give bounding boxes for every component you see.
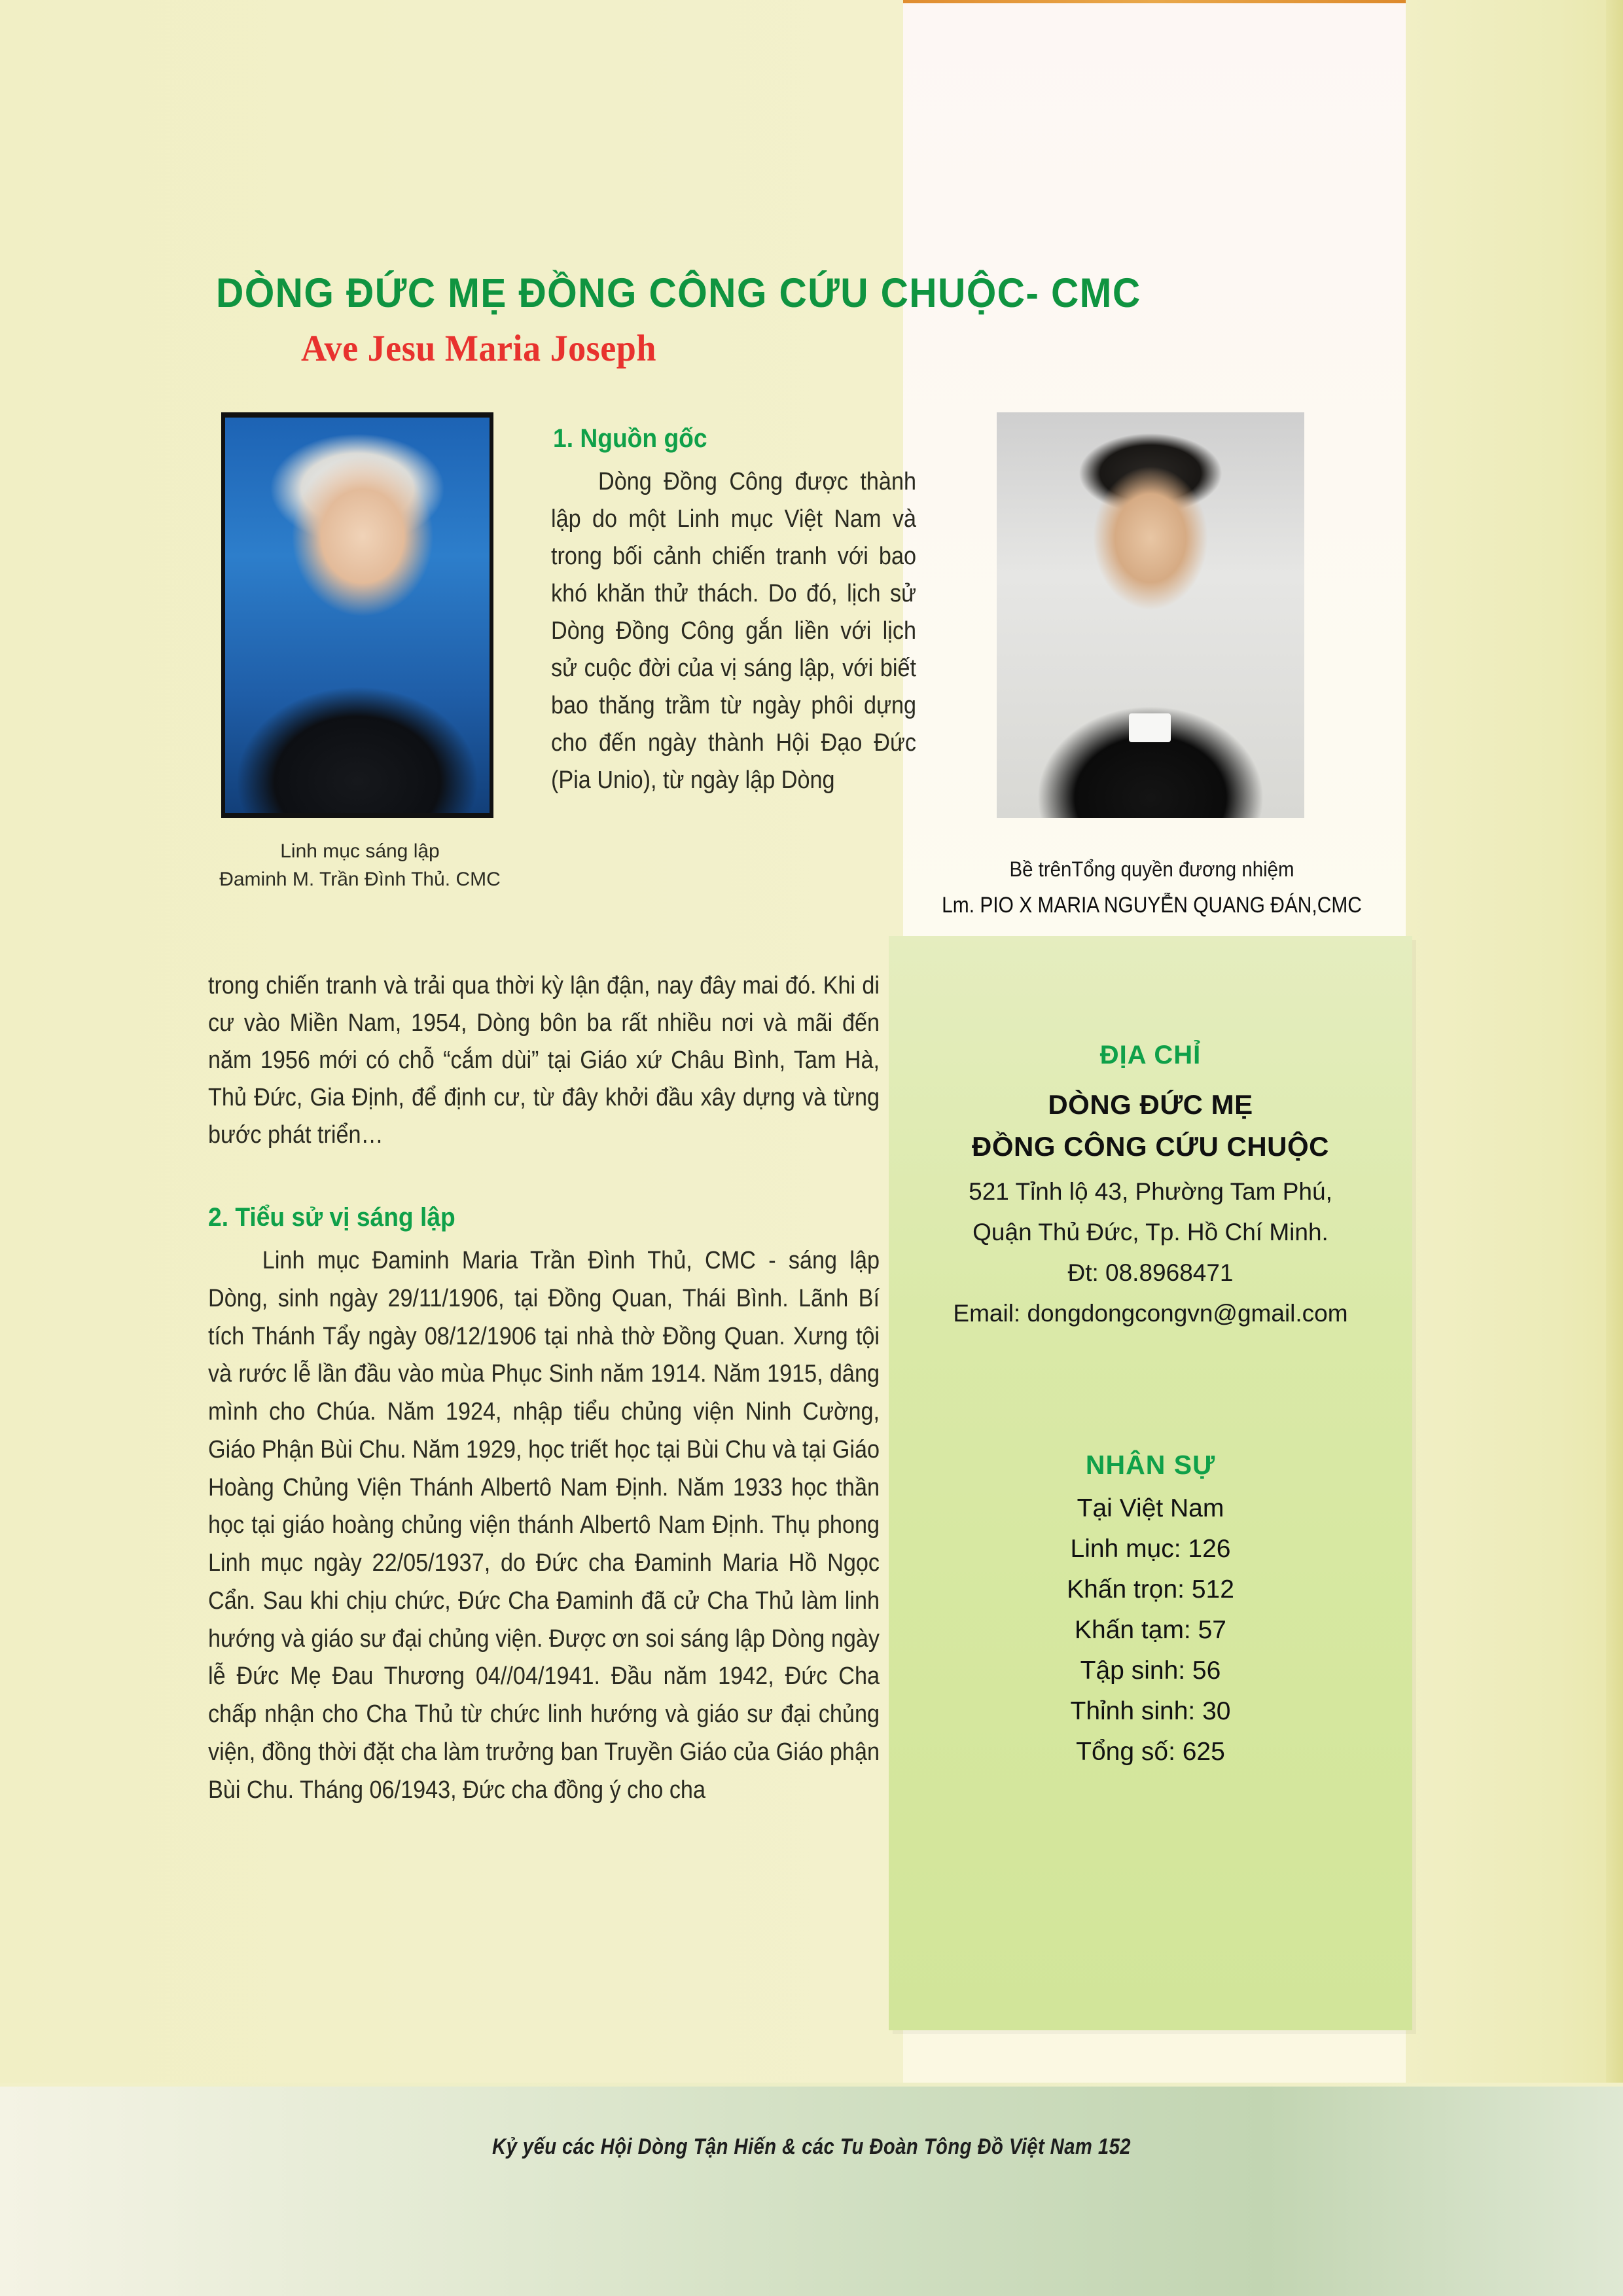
address-city: Quận Thủ Đức, Tp. Hồ Chí Minh. [972, 1219, 1329, 1246]
page-title: DÒNG ĐỨC MẸ ĐỒNG CÔNG CỨU CHUỘC- CMC [216, 270, 1141, 316]
staff-count-temporary-vows: Khấn tạm: 57 [1075, 1616, 1226, 1644]
section-2-paragraph: Linh mục Đaminh Maria Trần Đình Thủ, CMC - sáng lập Dòng, sinh ngày 29/11/1906, tại Đồng Quan, Thái Bình. Lãnh Bí tích Thánh Tẩy ngày 08/12/1906 tại nhà thờ Đồng Quan. Xưng tội và rước lễ lần đầu vào mùa Phục Sinh năm 1914. Năm 1915, dâng mình cho Chúa. Năm 1924, nhập tiểu chủng viện Ninh Cường, Giáo Phận Bùi Chu. Năm 1929, học triết học tại Bùi Chu và tại Giáo Hoàng Chủng Viện Thánh Albertô Nam Định. Năm 1933 học thần học tại giáo hoàng chủng viện thánh Albertô Nam Định. Thụ phong Linh mục ngày 22/05/1937, do Đức cha Đaminh Maria Hồ Ngọc Cẩn. Sau khi chịu chức, Đức Cha Đaminh đã cử Cha Thủ làm linh hướng và giáo sư đại chủng viện. Được ơn soi sáng lập Dòng ngày lễ Đức Mẹ Đau Thương 04//04/1941. Đầu năm 1942, Đức Cha chấp nhận cho Cha Thủ từ chức linh hướng và giáo sư đại chủng viện, đồng thời đặt cha làm trưởng ban Truyền Giáo của Giáo phận Bùi Chu. Tháng 06/1943, Đức cha đồng ý cho cha [208, 1247, 880, 1804]
founder-caption-line-2: Đaminh M. Trần Đình Thủ. CMC [219, 868, 501, 890]
footer-text: Kỷ yếu các Hội Dòng Tận Hiến & các Tu Đoàn Tông Đồ Việt Nam 152 [492, 2134, 1131, 2159]
organization-name-line-2: ĐỒNG CÔNG CỨU CHUỘC [971, 1131, 1329, 1162]
footer-band [0, 2087, 1623, 2296]
address-phone: Đt: 08.8968471 [1067, 1259, 1234, 1286]
address-heading: ĐỊA CHỈ [1099, 1041, 1202, 1069]
founder-caption-line-1: Linh mục sáng lập [280, 840, 440, 862]
superior-caption-line-1: Bề trênTổng quyền đương nhiệm [1009, 857, 1294, 881]
staff-count-total: Tổng số: 625 [1076, 1738, 1225, 1766]
section-1-paragraph-continued: trong chiến tranh và trải qua thời kỳ lận đận, nay đây mai đó. Khi di cư vào Miền Nam, 1954, Dòng bôn ba rất nhiều nơi và mãi đến năm 1956 mới có chỗ “cắm dùi” tại Giáo xứ Châu Bình, Tam Hà, Thủ Đức, Gia Định, để định cư, từ đây khởi đầu xây dựng và từng bước phát triển… [208, 972, 880, 1149]
staff-heading: NHÂN SỰ [1085, 1450, 1216, 1480]
page-background-right-band [1406, 0, 1623, 2296]
page-subtitle: Ave Jesu Maria Joseph [301, 328, 656, 369]
address-email: Email: dongdongcongvn@gmail.com [953, 1300, 1348, 1327]
founder-photo-caption [196, 838, 524, 893]
section-2-heading: 2. Tiểu sử vị sáng lập [208, 1203, 455, 1232]
orange-top-rule [903, 0, 1406, 3]
superior-general-portrait-image [997, 412, 1304, 818]
address-street: 521 Tỉnh lộ 43, Phường Tam Phú, [969, 1178, 1332, 1205]
clerical-collar-detail [1129, 713, 1171, 742]
section-1-heading: 1. Nguồn gốc [553, 424, 707, 453]
page-edge-shadow [1606, 0, 1623, 2296]
section-1-paragraph: Dòng Đồng Công được thành lập do một Linh mục Việt Nam và trong bối cảnh chiến tranh với bao khó khăn thử thách. Do đó, lịch sử Dòng Đồng Công gắn liền với lịch sử cuộc đời của vị sáng lập, với biết bao thăng trầm từ ngày phôi dựng cho đến ngày thành Hội Đạo Đức (Pia Unio), từ ngày lập Dòng [551, 468, 916, 794]
staff-count-perpetual-vows: Khấn trọn: 512 [1067, 1575, 1234, 1604]
staff-location: Tại Việt Nam [1077, 1494, 1224, 1522]
staff-count-priests: Linh mục: 126 [1070, 1535, 1231, 1563]
staff-count-postulants: Thỉnh sinh: 30 [1070, 1697, 1231, 1725]
staff-count-novices: Tập sinh: 56 [1080, 1657, 1221, 1685]
superior-caption-line-2: Lm. PIO X MARIA NGUYỄN QUANG ĐÁN,CMC [942, 893, 1362, 918]
organization-name-line-1: DÒNG ĐỨC MẸ [1048, 1089, 1253, 1120]
founder-portrait-image [225, 418, 490, 813]
